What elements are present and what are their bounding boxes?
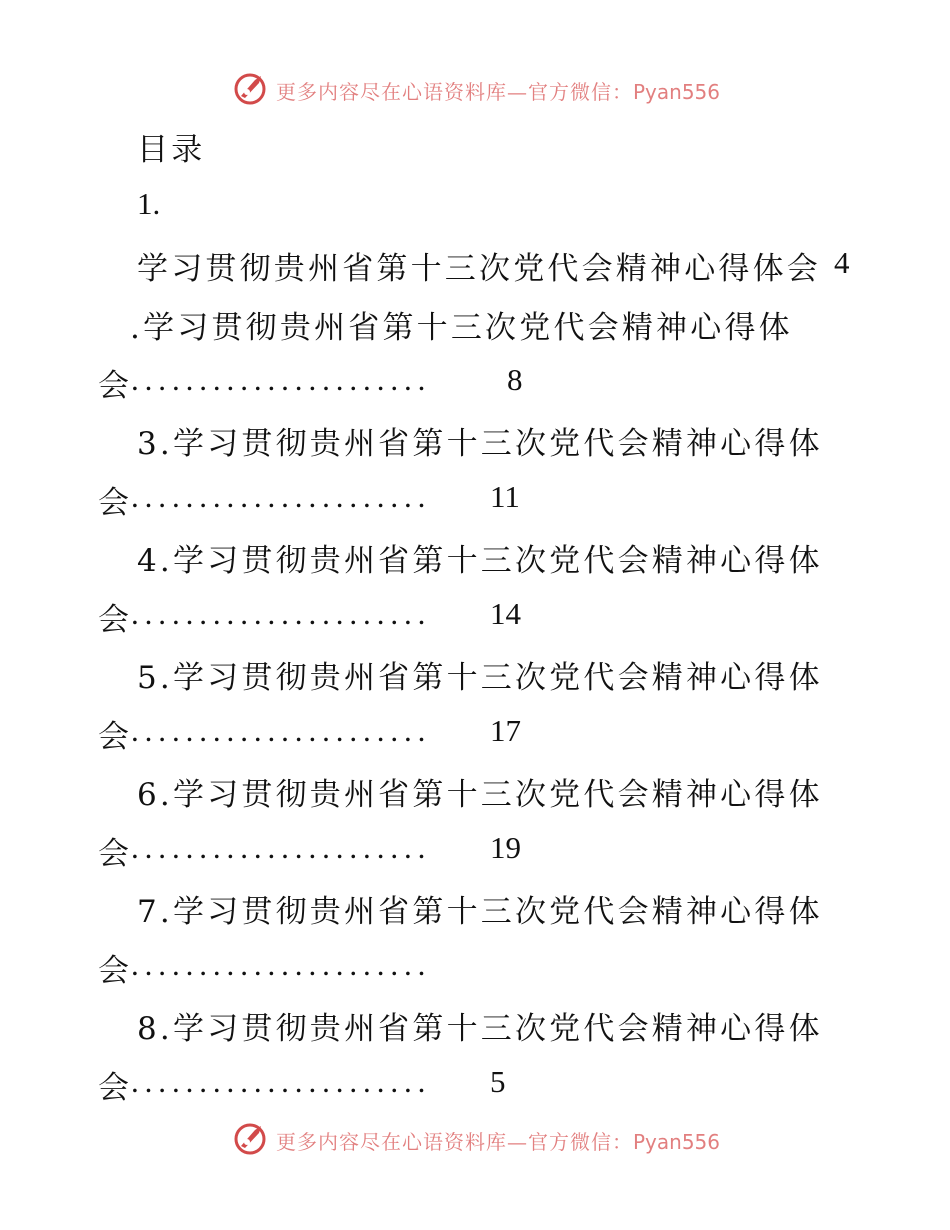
toc-entry-8-title-end: 会 xyxy=(98,1070,133,1106)
toc-entry-2-page: 8 xyxy=(507,362,523,397)
footer-banner-text: 更多内容尽在心语资料库—官方微信：Pyan556 xyxy=(276,1130,721,1154)
toc-entry-7-title-end: 会 xyxy=(98,953,133,989)
pen-nib-logo-icon xyxy=(233,1120,269,1156)
toc-entry-2-title-end: 会 xyxy=(98,368,133,404)
toc-entry-7-title: 7.学习贯彻贵州省第十三次党代会精神心得体 xyxy=(137,894,823,930)
toc-entry-6-title: 6.学习贯彻贵州省第十三次党代会精神心得体 xyxy=(137,777,823,813)
toc-entry-8-page: 5 xyxy=(490,1064,506,1099)
toc-entry-5-title: 5.学习贯彻贵州省第十三次党代会精神心得体 xyxy=(137,660,823,696)
toc-entry-8-leader: ...................... xyxy=(131,1064,432,1099)
toc-entry-3-page: 11 xyxy=(490,479,520,514)
toc-entry-6-page: 19 xyxy=(490,830,521,865)
toc-entry-5-page: 17 xyxy=(490,713,521,748)
toc-entry-4-leader: ...................... xyxy=(131,596,432,631)
header-banner xyxy=(0,68,950,112)
toc-entry-2-leader: ...................... xyxy=(131,362,432,397)
toc-entry-3-title: 3.学习贯彻贵州省第十三次党代会精神心得体 xyxy=(137,426,823,462)
toc-entry-8-title: 8.学习贯彻贵州省第十三次党代会精神心得体 xyxy=(137,1011,823,1047)
toc-heading: 目录 xyxy=(137,132,206,168)
toc-entry-4-title-end: 会 xyxy=(98,602,133,638)
toc-entry-1-number: 1. xyxy=(137,186,161,221)
toc-entry-7-leader: ...................... xyxy=(131,947,432,982)
toc-entry-3-title-end: 会 xyxy=(98,485,133,521)
toc-entry-4-page: 14 xyxy=(490,596,521,631)
toc-entry-1-page: 4 xyxy=(834,245,850,280)
toc-entry-1-title: 学习贯彻贵州省第十三次党代会精神心得体会 xyxy=(137,251,821,287)
header-banner-text: 更多内容尽在心语资料库—官方微信：Pyan556 xyxy=(276,80,721,104)
toc-entry-3-leader: ...................... xyxy=(131,479,432,514)
pen-nib-logo-icon xyxy=(233,70,269,106)
toc-entry-6-leader: ...................... xyxy=(131,830,432,865)
toc-entry-5-leader: ...................... xyxy=(131,713,432,748)
toc-entry-4-title: 4.学习贯彻贵州省第十三次党代会精神心得体 xyxy=(137,543,823,579)
toc-entry-6-title-end: 会 xyxy=(98,836,133,872)
toc-entry-2-title: .学习贯彻贵州省第十三次党代会精神心得体 xyxy=(130,310,793,346)
toc-entry-5-title-end: 会 xyxy=(98,719,133,755)
footer-banner xyxy=(0,1118,950,1162)
